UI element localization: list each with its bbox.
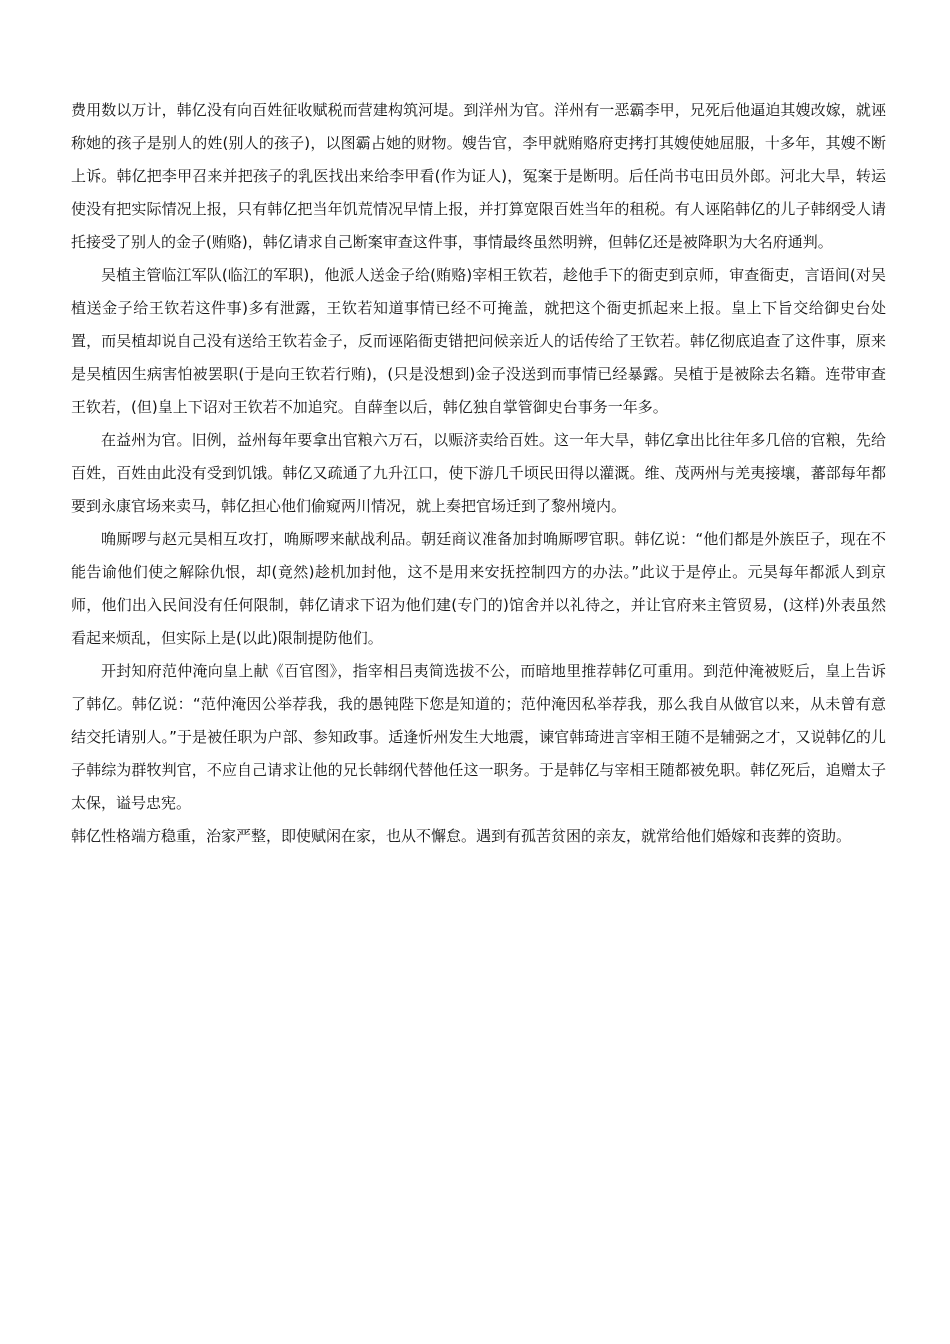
paragraph-2: 吴植主管临江军队(临江的军职)，他派人送金子给(贿赂)宰相王钦若，趁他手下的衙吏到京师，审查衙吏，言语间(对吴植送金子给王钦若这件事)多有泄露，王钦若知道事情已经不可掩盖，就把这个衙吏抓起来上报。皇上下旨交给御史台处置，而吴植却说自己没有送给王钦若金子，反而诬陷衙吏错把问候亲近人的话传给了王钦若。韩亿彻底追查了这件事，原来是吴植因生病害怕被罢职(于是向王钦若行贿)，(只是没想到)金子没送到而事情已经暴露。吴植于是被除去名籍。连带审查王钦若，(但)皇上下诏对王钦若不加追究。自薛奎以后，韩亿独自掌管御史台事务一年多。 xyxy=(71,266,886,416)
paragraph-3: 在益州为官。旧例，益州每年要拿出官粮六万石，以赈济卖给百姓。这一年大旱，韩亿拿出比往年多几倍的官粮，先给百姓，百姓由此没有受到饥饿。韩亿又疏通了九升江口，使下游几千顷民田得以灌溉。维、茂两州与羌夷接壤，蕃部每年都要到永康官场来卖马，韩亿担心他们偷窥两川情况，就上奏把官场迁到了黎州境内。 xyxy=(71,431,886,515)
document-body xyxy=(71,94,886,853)
paragraph-1: 费用数以万计，韩亿没有向百姓征收赋税而营建构筑河堤。到洋州为官。洋州有一恶霸李甲，兄死后他逼迫其嫂改嫁，就诬称她的孩子是别人的姓(别人的孩子)，以图霸占她的财物。嫂告官，李甲就贿赂府吏拷打其嫂使她屈服，十多年，其嫂不断上诉。韩亿把李甲召来并把孩子的乳医找出来给李甲看(作为证人)，冤案于是断明。后任尚书屯田员外郎。河北大旱，转运使没有把实际情况上报，只有韩亿把当年饥荒情况早情上报，并打算宽限百姓当年的租税。有人诬陷韩亿的儿子韩纲受人请托接受了别人的金子(贿赂)，韩亿请求自己断案审查这件事，事情最终虽然明辨，但韩亿还是被降职为大名府通判。 xyxy=(71,101,886,251)
paragraph-5: 开封知府范仲淹向皇上献《百官图》，指宰相吕夷简选拔不公，而暗地里推荐韩亿可重用。到范仲淹被贬后，皇上告诉了韩亿。韩亿说：“范仲淹因公举荐我，我的愚钝陛下您是知道的；范仲淹因私举荐我，那么我自从做官以来，从未曾有意结交托请别人。”于是被任职为户部、参知政事。适逢忻州发生大地震，谏官韩琦进言宰相王随不是辅弼之才，又说韩亿的儿子韩综为群牧判官，不应自己请求让他的兄长韩纲代替他任这一职务。于是韩亿与宰相王随都被免职。韩亿死后，追赠太子太保，谥号忠宪。 xyxy=(71,662,886,812)
paragraph-4: 唃厮啰与赵元昊相互攻打，唃厮啰来献战利品。朝廷商议准备加封唃厮啰官职。韩亿说：“他们都是外族臣子，现在不能告谕他们使之解除仇恨，却(竟然)趁机加封他，这不是用来安抚控制四方的办法。”此议于是停止。元昊每年都派人到京师，他们出入民间没有任何限制，韩亿请求下诏为他们建(专门的)馆舍并以礼待之，并让官府来主管贸易，(这样)外表虽然看起来烦乱，但实际上是(以此)限制提防他们。 xyxy=(71,530,886,647)
paragraph-6: 韩亿性格端方稳重，治家严整，即使赋闲在家，也从不懈怠。遇到有孤苦贫困的亲友，就常给他们婚嫁和丧葬的资助。 xyxy=(71,827,852,845)
